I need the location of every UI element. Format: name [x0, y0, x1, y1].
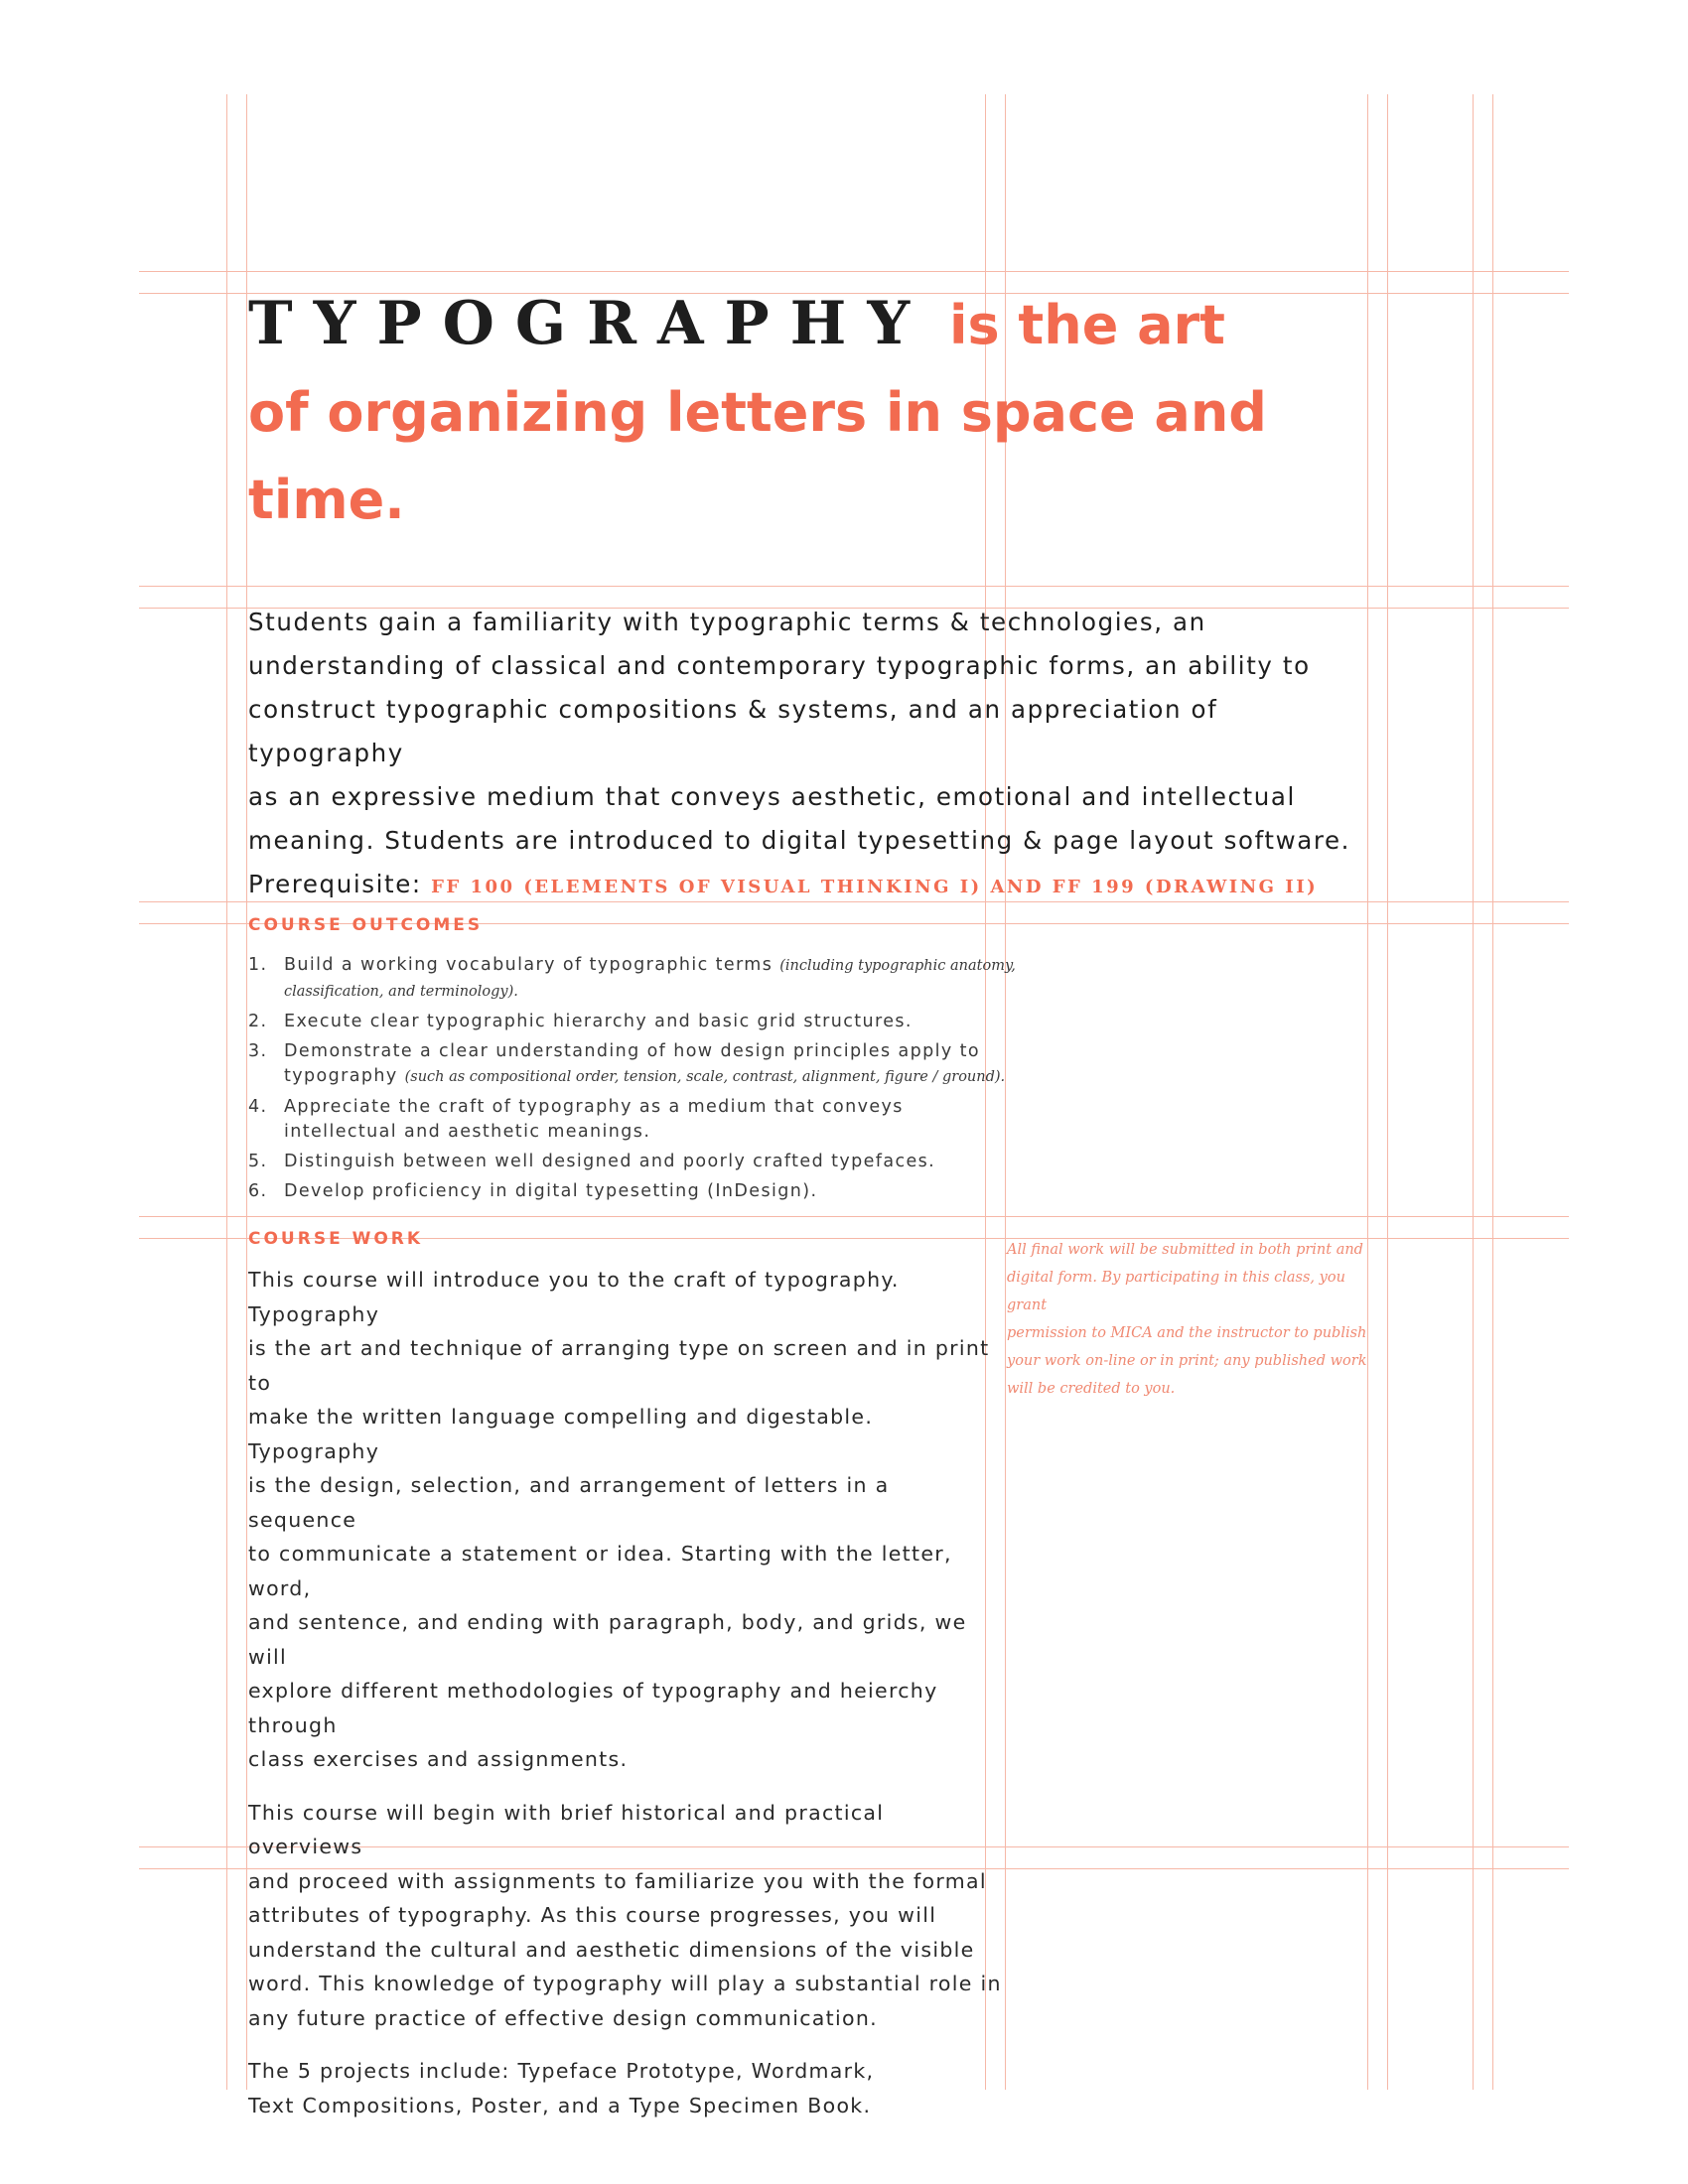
course-work-paragraph — [248, 1796, 1003, 2036]
text-line: is the art and technique of arranging type on screen and in print to — [248, 1336, 990, 1395]
text-line: Text Compositions, Poster, and a Type Specimen Book. — [248, 2093, 872, 2117]
text-line: and sentence, and ending with paragraph, body, and grids, we will — [248, 1610, 967, 1669]
item-text — [284, 1010, 1023, 1034]
headline-rest: is the art — [948, 294, 1225, 356]
item-text — [284, 1179, 1023, 1204]
item-text — [284, 1039, 1023, 1090]
text-line: The 5 projects include: Typeface Prototype, Wordmark, — [248, 2059, 875, 2083]
item-number: 3. — [248, 1041, 268, 1061]
item-text — [284, 953, 1023, 1005]
headline — [248, 280, 1440, 544]
text-line: any future practice of effective design communication. — [248, 2005, 878, 2030]
outcomes-list — [248, 953, 1023, 1209]
course-work-paragraph — [248, 2054, 1003, 2122]
intro-line: meaning. Students are introduced to digital typesetting & page layout software. — [248, 826, 1351, 855]
text-line: attributes of typography. As this course progresses, you will — [248, 1903, 937, 1927]
item-note: (such as compositional order, tension, scale, contrast, alignment, figure / ground). — [404, 1069, 1006, 1085]
item-main: Develop proficiency in digital typesetting (InDesign). — [284, 1181, 818, 1201]
text-line: All final work will be submitted in both print and — [1007, 1242, 1363, 1258]
intro-line: Students gain a familiarity with typographic terms & technologies, an — [248, 608, 1206, 636]
list-item — [248, 1039, 1023, 1090]
text-line: digital form. By participating in this class, you grant — [1007, 1270, 1345, 1313]
item-text — [284, 1095, 1023, 1145]
text-line: class exercises and assignments. — [248, 1747, 629, 1771]
item-note: (including typographic anatomy, classification, and terminology). — [284, 958, 1016, 1000]
side-note — [1007, 1236, 1369, 1403]
item-number: 2. — [248, 1012, 268, 1031]
text-line: make the written language compelling and digestable. Typography — [248, 1405, 874, 1463]
course-work-heading: COURSE WORK — [248, 1229, 424, 1249]
text-line: This course will introduce you to the craft of typography. Typography — [248, 1268, 900, 1326]
guide-line — [139, 586, 1569, 587]
text-line: understand the cultural and aesthetic dimensions of the visible — [248, 1937, 975, 1962]
text-line: This course will begin with brief historical and practical overviews — [248, 1800, 885, 1858]
item-main: Appreciate the craft of typography as a medium that conveys intellectual and aesthetic meanings. — [284, 1097, 904, 1142]
text-line: word. This knowledge of typography will play a substantial role in — [248, 1972, 1002, 1995]
item-number: 5. — [248, 1152, 268, 1171]
guide-line — [246, 94, 247, 2090]
text-line: permission to MICA and the instructor to publish — [1007, 1325, 1367, 1341]
item-main: Build a working vocabulary of typographic terms — [284, 955, 780, 975]
intro-line: construct typographic compositions & systems, and an appreciation of typography — [248, 695, 1218, 767]
guide-line — [139, 1216, 1569, 1217]
text-line: to communicate a statement or idea. Starting with the letter, word, — [248, 1542, 952, 1600]
item-number: 1. — [248, 955, 268, 975]
list-item — [248, 1150, 1023, 1174]
text-line: your work on-line or in print; any published work — [1007, 1353, 1367, 1369]
prereq-label: Prerequisite: — [248, 870, 422, 898]
item-text — [284, 1150, 1023, 1174]
text-line: and proceed with assignments to familiarize you with the formal — [248, 1868, 987, 1893]
item-main: Execute clear typographic hierarchy and basic grid structures. — [284, 1012, 913, 1031]
intro-paragraph — [248, 601, 1370, 909]
list-item — [248, 1095, 1023, 1145]
list-item — [248, 1010, 1023, 1034]
course-work-body — [248, 1263, 1003, 2141]
text-line: will be credited to you. — [1007, 1381, 1176, 1397]
course-work-paragraph — [248, 1263, 1003, 1777]
guide-line — [1492, 94, 1493, 2090]
text-line: explore different methodologies of typography and heierchy through — [248, 1679, 938, 1737]
item-number: 4. — [248, 1097, 268, 1117]
guide-line — [226, 94, 227, 2090]
list-item — [248, 953, 1023, 1005]
prereq-value: FF 100 (ELEMENTS OF VISUAL THINKING I) AND FF 199 (DRAWING II) — [431, 877, 1319, 897]
intro-line: as an expressive medium that conveys aesthetic, emotional and intellectual — [248, 782, 1296, 811]
list-item — [248, 1179, 1023, 1204]
guide-line — [1473, 94, 1474, 2090]
headline-line2: of organizing letters in space and time. — [248, 381, 1267, 531]
item-number: 6. — [248, 1181, 268, 1201]
headline-word: TYPOGRAPHY — [248, 289, 931, 358]
text-line: is the design, selection, and arrangement of letters in a sequence — [248, 1473, 890, 1532]
intro-line: understanding of classical and contemporary typographic forms, an ability to — [248, 651, 1311, 680]
outcomes-heading: COURSE OUTCOMES — [248, 915, 484, 935]
item-main: Distinguish between well designed and poorly crafted typefaces. — [284, 1152, 936, 1171]
item-main: Demonstrate a clear understanding of how design principles apply to typography — [284, 1041, 980, 1086]
guide-line — [139, 271, 1569, 272]
